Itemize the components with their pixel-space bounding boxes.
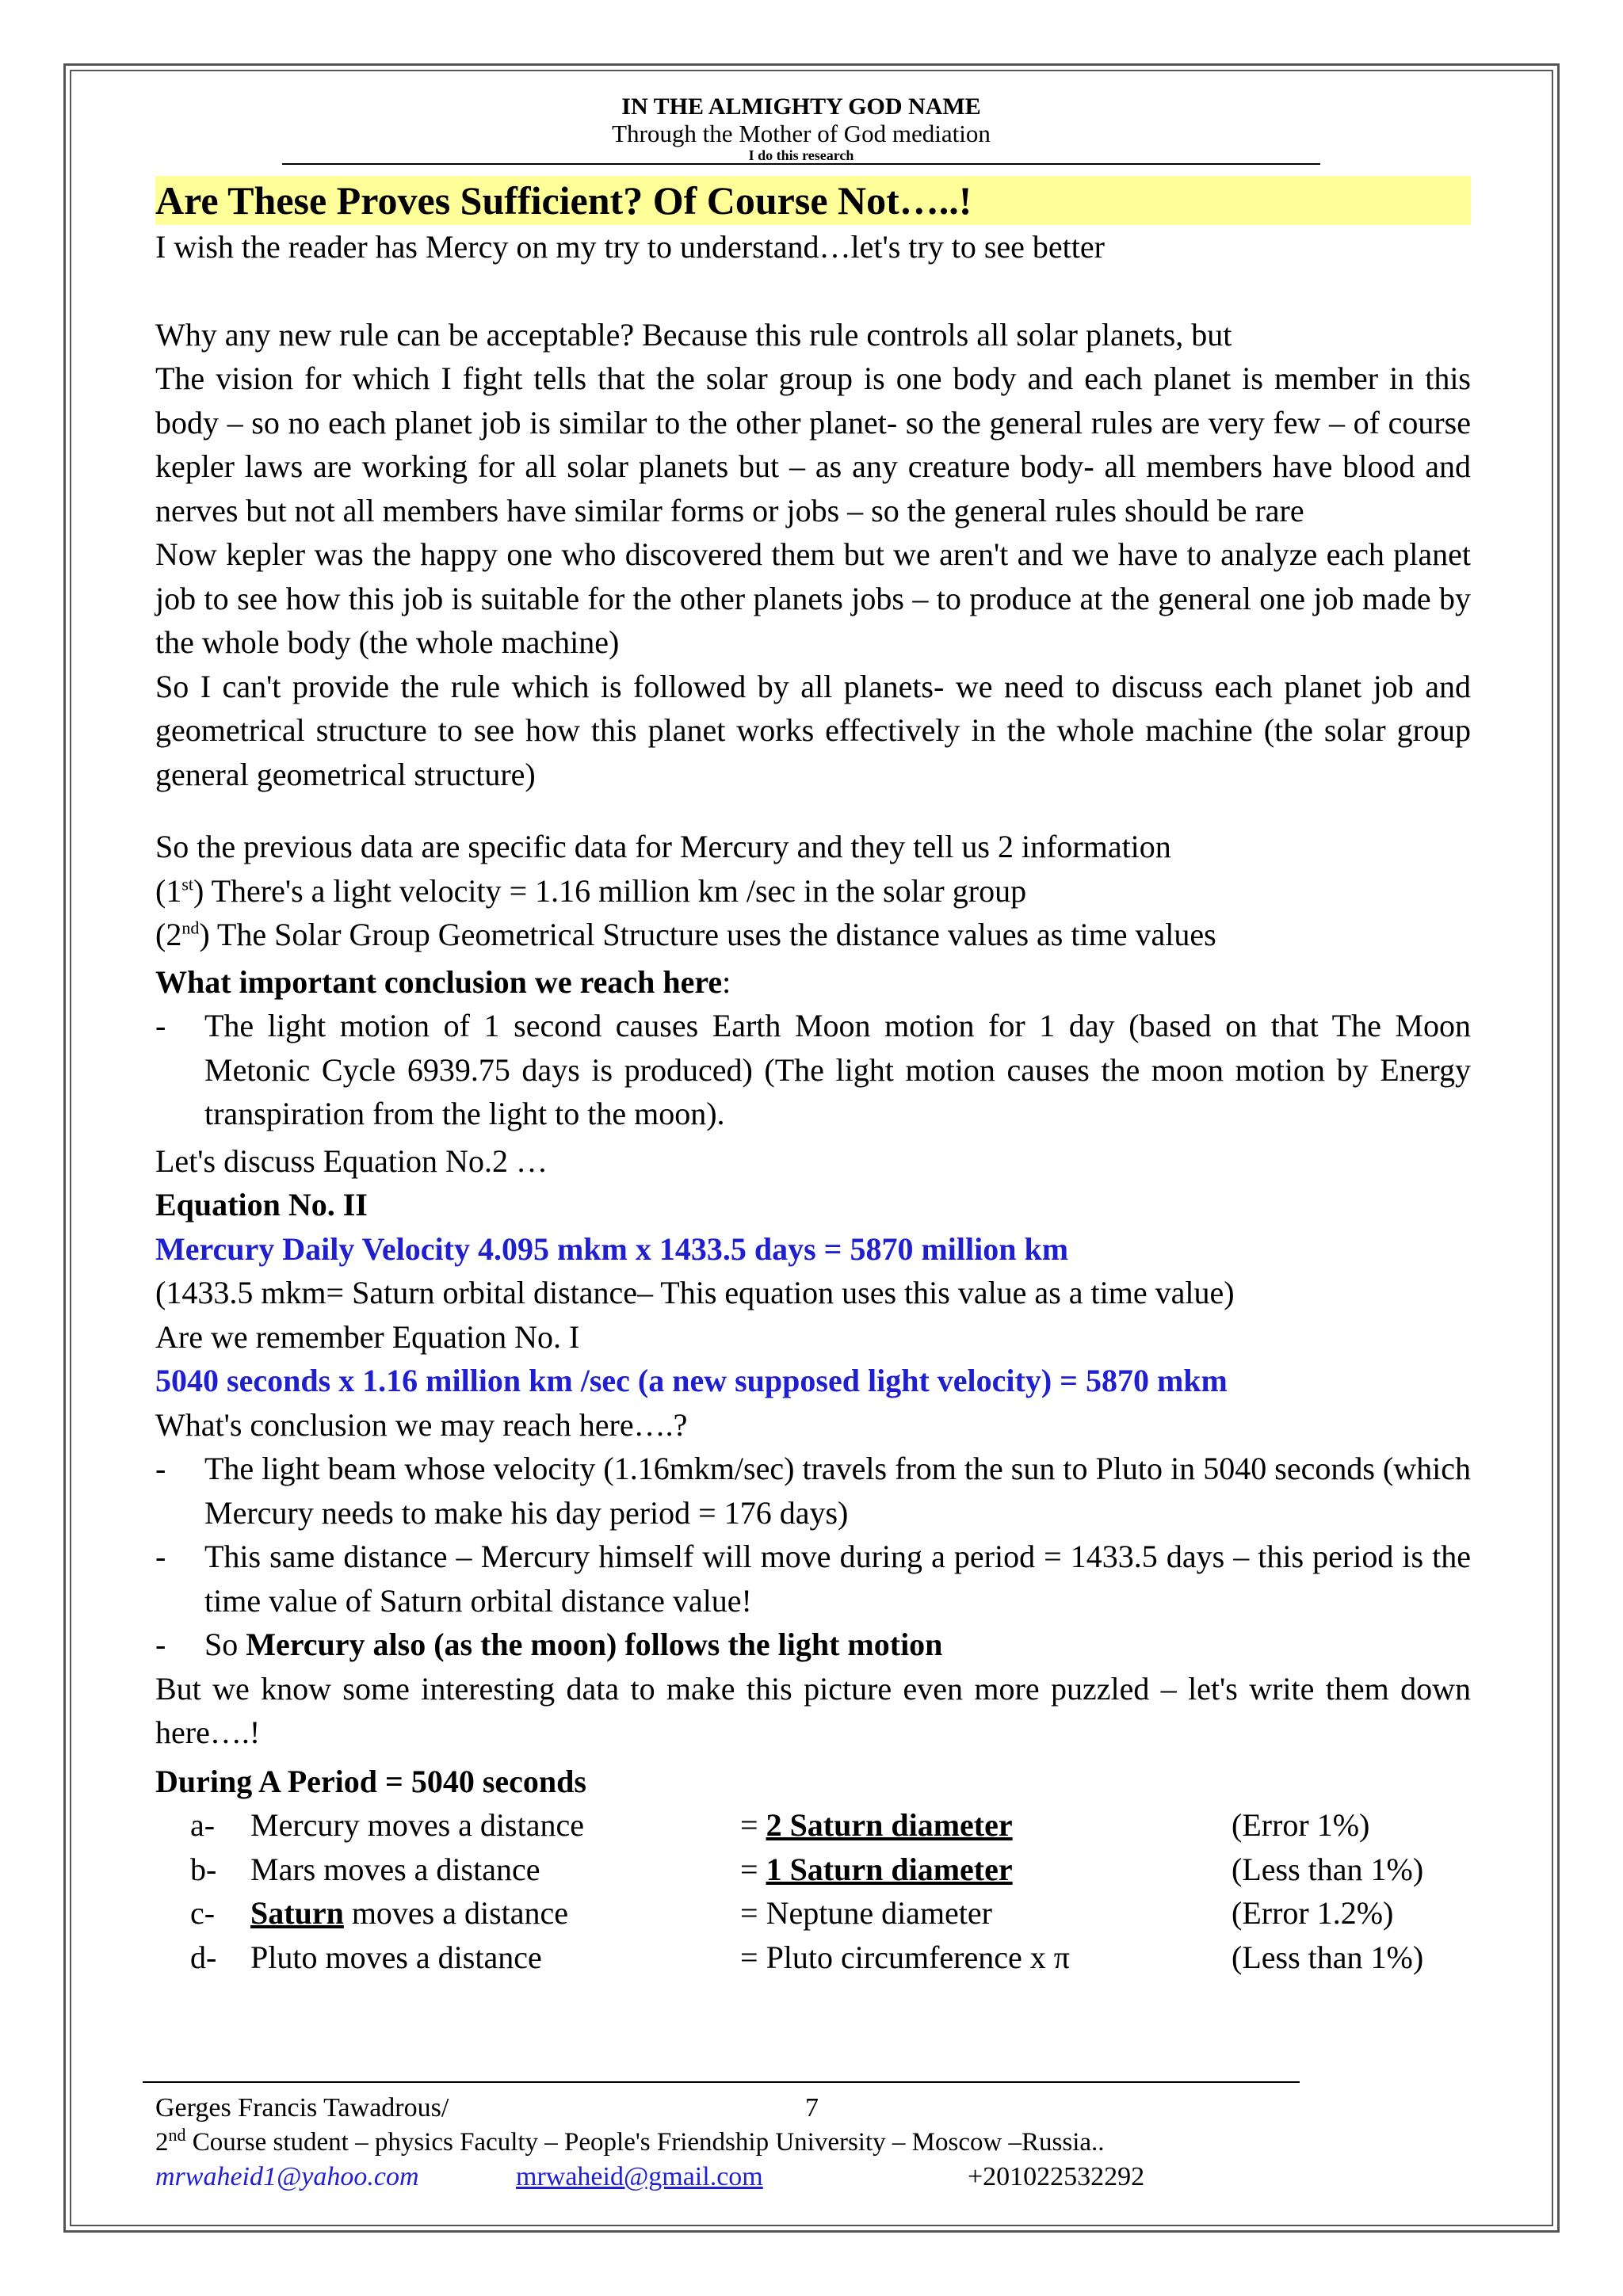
conclusion-colon: : <box>722 963 731 1000</box>
footer-phone: +201022532292 <box>968 2162 1145 2191</box>
period-row-letter: d- <box>190 1939 217 1975</box>
period-row-desc <box>250 1803 740 1848</box>
footer-course-pre: 2 <box>155 2128 169 2157</box>
period-heading: During A Period = 5040 seconds <box>155 1763 586 1799</box>
period-row-desc <box>250 1848 740 1892</box>
eq2-note: (1433.5 mkm= Saturn orbital distance– This equation uses this value as a time value) <box>155 1275 1235 1310</box>
footer-course <box>155 2125 1471 2160</box>
header-line-3: I do this research <box>282 147 1320 165</box>
period-row-value <box>740 1891 1232 1936</box>
period-row-value <box>740 1803 1232 1848</box>
period-row-desc-text: Pluto moves a distance <box>250 1939 542 1975</box>
item1-sup: st <box>181 874 194 894</box>
period-row-error: (Less than 1%) <box>1232 1851 1424 1887</box>
period-row-desc-underlined: Saturn <box>250 1895 344 1931</box>
period-row-desc <box>250 1936 740 1980</box>
period-row-desc-text: Mars moves a distance <box>250 1851 540 1887</box>
para2-line1: So the previous data are specific data for Mercury and they tell us 2 information <box>155 829 1171 864</box>
period-row-desc <box>250 1891 740 1936</box>
period-row-letter: c- <box>190 1895 216 1931</box>
item1-post: ) There's a light velocity = 1.16 million km /sec in the solar group <box>193 872 1027 909</box>
conclusion-heading-text: What important conclusion we reach here <box>155 963 723 1000</box>
conclusion-bullet: - The light motion of 1 second causes Earth Moon motion for 1 day (based on that The Moon Metonic Cycle 6939.75 days is produced) (The light motion causes the moon motion by Energy transpiration from the light to the moon). <box>155 1004 1471 1136</box>
intro-line: I wish the reader has Mercy on my try to understand…let's try to see better <box>155 229 1105 265</box>
period-row <box>155 1891 1471 1936</box>
period-row-desc-text: moves a distance <box>343 1895 569 1931</box>
item2-sup: nd <box>181 917 200 938</box>
period-row-desc-text: Mercury moves a distance <box>250 1807 584 1843</box>
period-row-error: (Error 1%) <box>1232 1807 1370 1843</box>
period-row-value-text: 2 Saturn diameter <box>766 1807 1013 1843</box>
period-row-eq: = <box>740 1895 766 1931</box>
eq2-intro: Let's discuss Equation No.2 … <box>155 1142 548 1179</box>
header-line-2: Through the Mother of God mediation <box>612 120 991 147</box>
para1-line-0: Why any new rule can be acceptable? Because this rule controls all solar planets, but <box>155 316 1232 353</box>
eq2-closing: But we know some interesting data to make this picture even more puzzled – let's write them down here….! <box>155 1670 1471 1750</box>
item1-pre: (1 <box>155 872 182 909</box>
conclusion-bullet-text: The light motion of 1 second causes Earth Moon motion for 1 day (based on that The Moon Metonic Cycle 6939.75 days is produced) (The light motion causes the moon motion by Energy transpiration from the light to the moon). <box>204 1008 1471 1131</box>
eq2-bullet-2-text: This same distance – Mercury himself will move during a period = 1433.5 days – this period is the time value of Saturn orbital distance value! <box>204 1539 1471 1619</box>
page-footer <box>155 2092 1471 2195</box>
footer-divider <box>143 2081 1300 2083</box>
footer-author: Gerges Francis Tawadrous/ <box>155 2093 449 2122</box>
eq2-bullet-3-pre: So <box>204 1627 246 1662</box>
para1-line-2: Now kepler was the happy one who discovered them but we aren't and we have to analyze each planet job to see how this job is suitable for the other planets jobs – to produce at the general one job made by the whole body (the whole machine) <box>155 536 1471 660</box>
footer-course-post: Course student – physics Faculty – People's Friendship University – Moscow –Russia.. <box>185 2128 1105 2157</box>
page-title: Are These Proves Sufficient? Of Course Not…..! <box>155 176 1471 225</box>
para1-line-3: So I can't provide the rule which is followed by all planets- we need to discuss each planet job and geometrical structure to see how this planet works effectively in the whole machine (the solar group general geometrical structure) <box>155 668 1471 792</box>
period-row-letter: b- <box>190 1851 217 1887</box>
eq2-heading: Equation No. II <box>155 1187 368 1222</box>
eq2-equation: Mercury Daily Velocity 4.095 mkm x 1433.5 days = 5870 million km <box>155 1230 1069 1267</box>
footer-page-number: 7 <box>805 2093 819 2122</box>
eq1-equation: 5040 seconds x 1.16 million km /sec (a new supposed light velocity) = 5870 mkm <box>155 1363 1228 1398</box>
conclusion-heading <box>155 960 1471 1005</box>
eq2-bullet-1-text: The light beam whose velocity (1.16mkm/sec) travels from the sun to Pluto in 5040 seconds (which Mercury needs to make his day period = 176 days) <box>204 1451 1471 1531</box>
eq2-question: What's conclusion we may reach here….? <box>155 1406 688 1443</box>
para2-item1 <box>155 869 1471 913</box>
period-row-eq: = <box>740 1939 766 1975</box>
para2-item2 <box>155 913 1471 957</box>
footer-email-yahoo[interactable]: mrwaheid1@yahoo.com <box>155 2162 419 2191</box>
period-row-value-text: Pluto circumference x π <box>766 1939 1070 1975</box>
period-table <box>155 1803 1471 1979</box>
item2-pre: (2 <box>155 917 182 952</box>
eq2-bullet-3: - So Mercury also (as the moon) follows the light motion <box>155 1627 943 1662</box>
period-row-error: (Error 1.2%) <box>1232 1895 1394 1931</box>
eq2-remember: Are we remember Equation No. I <box>155 1318 580 1355</box>
eq2-bullet-3-bold: Mercury also (as the moon) follows the light motion <box>246 1627 943 1662</box>
period-row <box>155 1936 1471 1980</box>
footer-course-sup: nd <box>168 2125 186 2145</box>
period-row-value <box>740 1848 1232 1892</box>
para1-line-1: The vision for which I fight tells that the solar group is one body and each planet is member in this body – so no each planet job is similar to the other planet- so the general rules are very few – of course kepler laws are working for all solar planets but – as any creature body- all members have blood and nerves but not all members have similar forms or jobs – so the general rules should be rare <box>155 360 1471 528</box>
period-row-value-text: 1 Saturn diameter <box>766 1851 1013 1887</box>
period-row-eq: = <box>740 1807 766 1843</box>
eq2-bullet-1: - The light beam whose velocity (1.16mkm/sec) travels from the sun to Pluto in 5040 seconds (which Mercury needs to make his day period = 176 days) <box>155 1447 1471 1535</box>
period-row <box>155 1803 1471 1848</box>
header-line-1: IN THE ALMIGHTY GOD NAME <box>621 93 981 120</box>
period-row-value <box>740 1936 1232 1980</box>
eq2-bullet-2: - This same distance – Mercury himself will move during a period = 1433.5 days – this period is the time value of Saturn orbital distance value! <box>155 1535 1471 1623</box>
document-page <box>155 93 1471 1979</box>
period-row-eq: = <box>740 1851 766 1887</box>
item2-post: ) The Solar Group Geometrical Structure uses the distance values as time values <box>199 917 1216 952</box>
period-row-letter: a- <box>190 1807 216 1843</box>
footer-email-gmail[interactable]: mrwaheid@gmail.com <box>516 2162 763 2191</box>
period-row-value-text: Neptune diameter <box>766 1895 992 1931</box>
period-row-error: (Less than 1%) <box>1232 1939 1424 1975</box>
period-row <box>155 1848 1471 1892</box>
